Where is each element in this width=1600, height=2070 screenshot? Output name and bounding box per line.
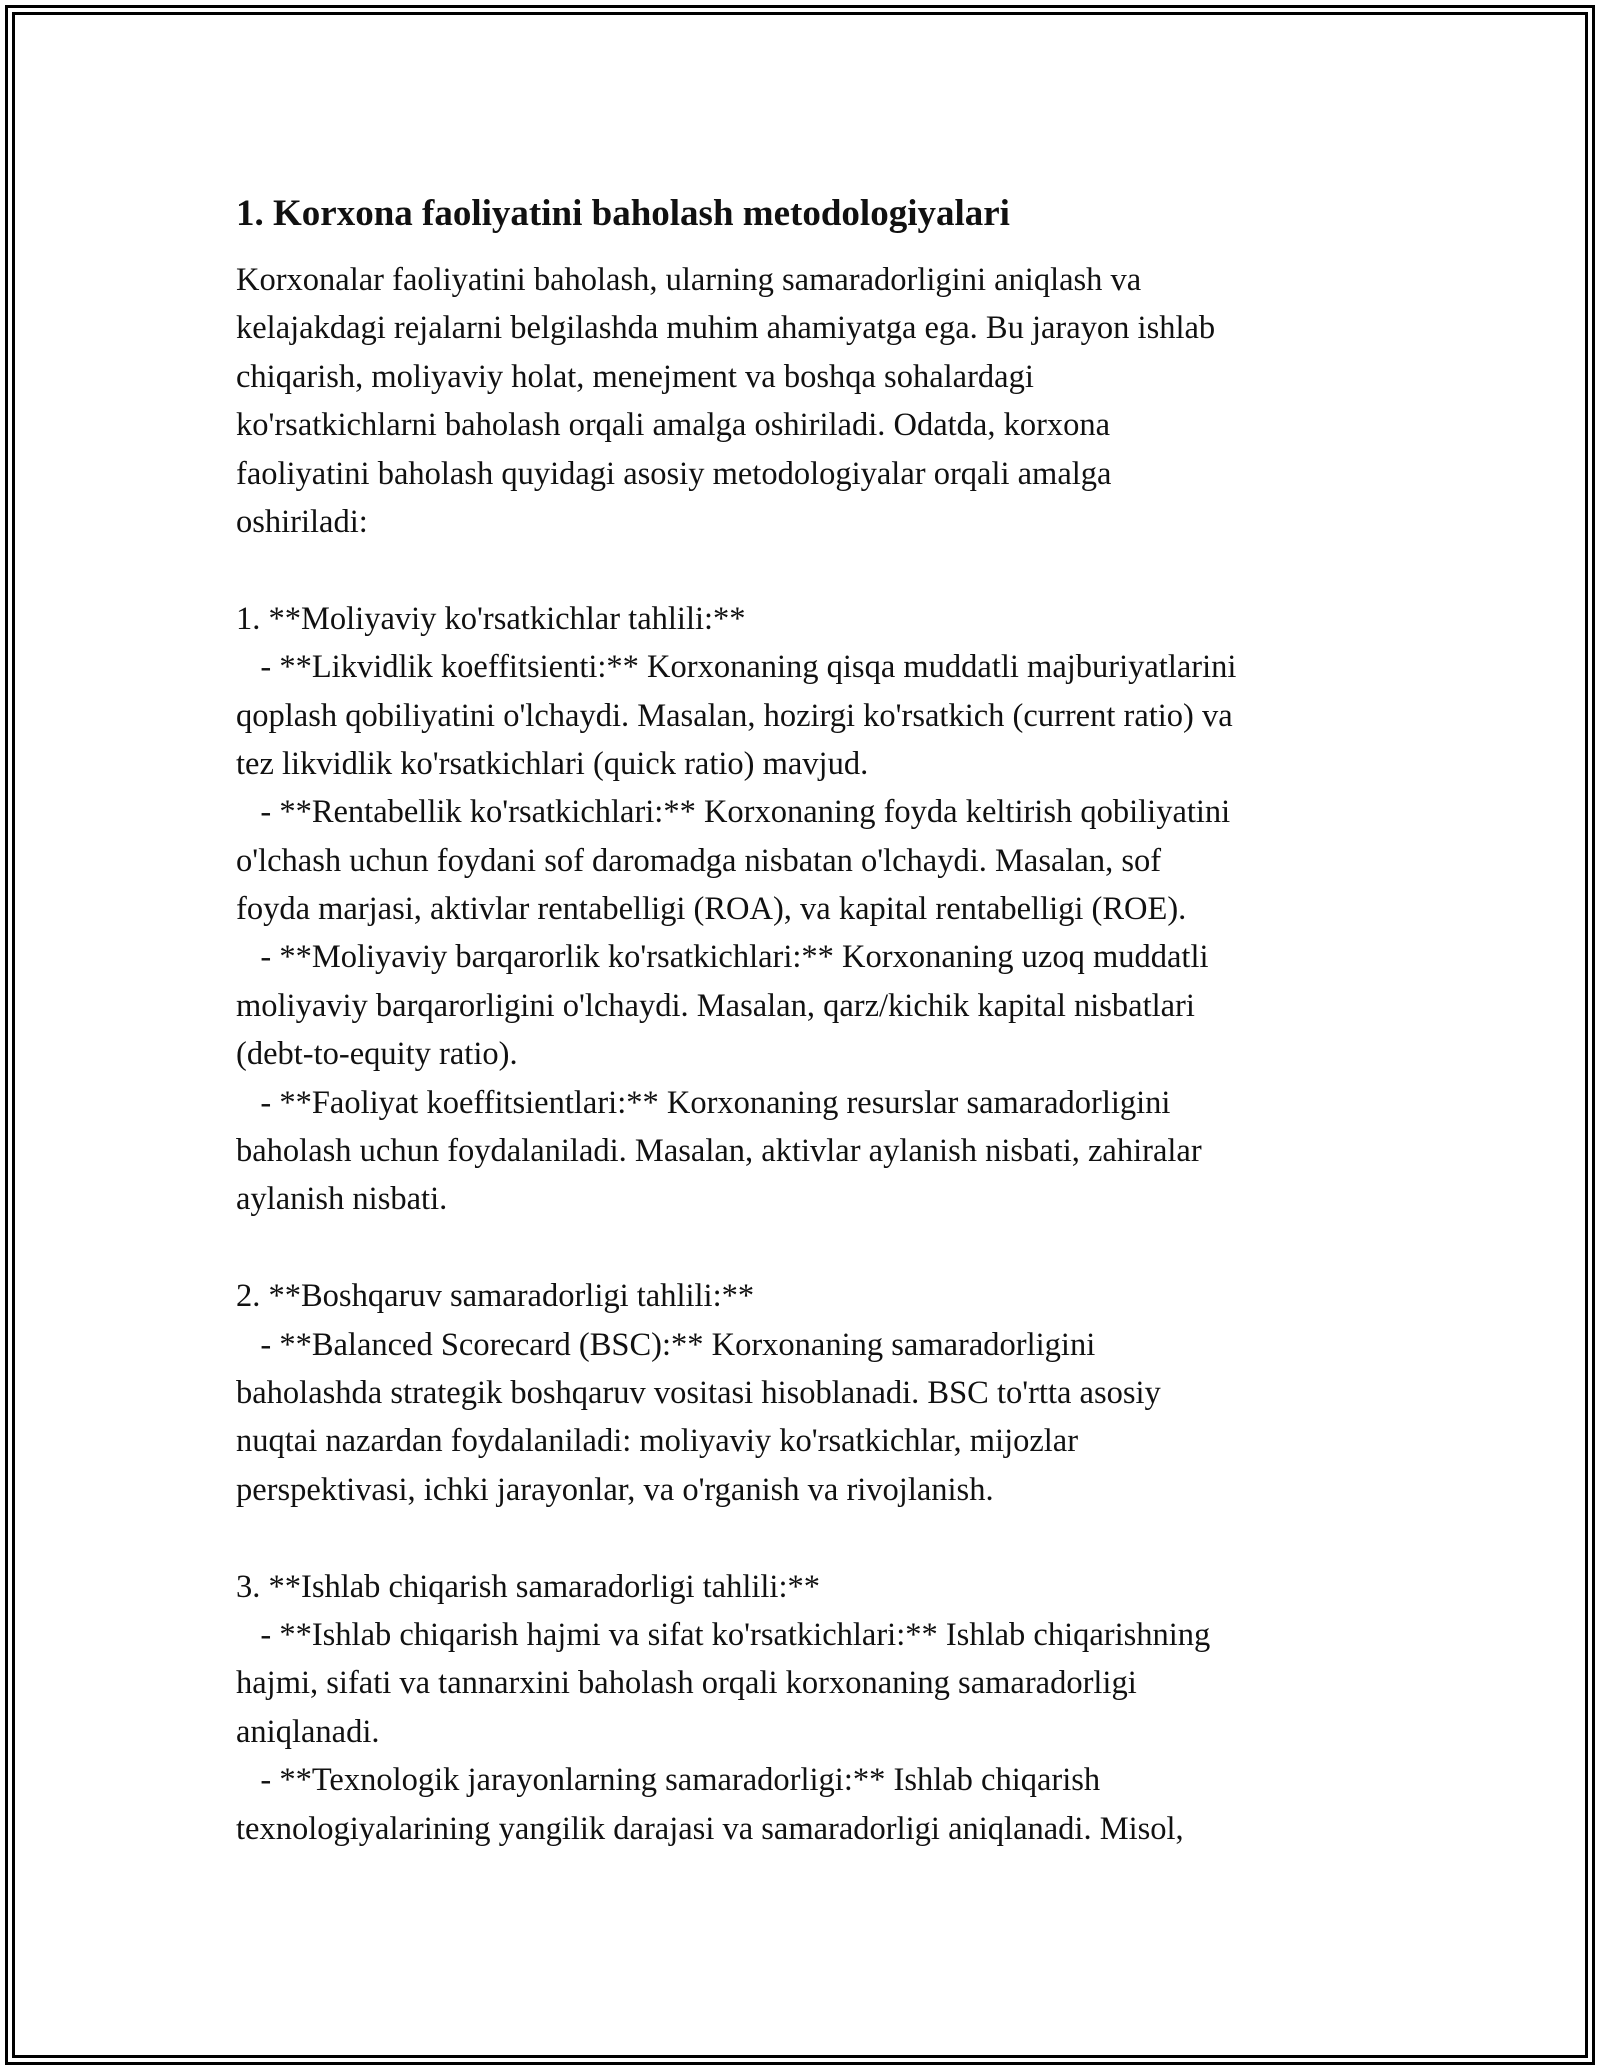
text-line: 2. **Boshqaruv samaradorligi tahlili:** [236, 1278, 755, 1315]
text-line: texnologiyalarining yangilik darajasi va samaradorligi aniqlanadi. Misol, [236, 1810, 1184, 1847]
text-line: kelajakdagi rejalarni belgilashda muhim ahamiyatga ega. Bu jarayon ishlab [236, 310, 1216, 347]
body-text [236, 256, 1376, 1853]
blank-line [236, 1514, 1376, 1562]
text-line: - **Rentabellik ko'rsatkichlari:** Korxonaning foyda keltirish qobiliyatini [236, 794, 1231, 831]
text-line: perspektivasi, ichki jarayonlar, va o'rganish va rivojlanish. [236, 1471, 994, 1508]
text-line: aylanish nisbati. [236, 1181, 448, 1218]
text-line: - **Texnologik jarayonlarning samaradorligi:** Ishlab chiqarish [236, 1762, 1101, 1799]
text-line: 3. **Ishlab chiqarish samaradorligi tahlili:** [236, 1568, 820, 1605]
section-heading: 1. Korxona faoliyatini baholash metodologiyalari [236, 193, 1010, 234]
blank-line [236, 1224, 1376, 1272]
text-line: - **Faoliyat koeffitsientlari:** Korxonaning resurslar samaradorligini [236, 1084, 1171, 1121]
text-line: (debt-to-equity ratio). [236, 1036, 518, 1073]
text-line: nuqtai nazardan foydalaniladi: moliyaviy ko'rsatkichlar, mijozlar [236, 1423, 1079, 1460]
text-line: ko'rsatkichlarni baholash orqali amalga oshiriladi. Odatda, korxona [236, 407, 1111, 444]
text-line: - **Moliyaviy barqarorlik ko'rsatkichlari:** Korxonaning uzoq muddatli [236, 939, 1209, 976]
text-line: aniqlanadi. [236, 1713, 380, 1750]
text-line: o'lchash uchun foydani sof daromadga nisbatan o'lchaydi. Masalan, sof [236, 842, 1162, 879]
text-line: chiqarish, moliyaviy holat, menejment va boshqa sohalardagi [236, 358, 1034, 395]
text-line: - **Likvidlik koeffitsienti:** Korxonaning qisqa muddatli majburiyatlarini [236, 649, 1237, 686]
text-line: 1. **Moliyaviy ko'rsatkichlar tahlili:** [236, 600, 746, 637]
text-line: hajmi, sifati va tannarxini baholash orqali korxonaning samaradorligi [236, 1665, 1137, 1702]
text-line: faoliyatini baholash quyidagi asosiy metodologiyalar orqali amalga [236, 455, 1112, 492]
text-line: baholash uchun foydalaniladi. Masalan, aktivlar aylanish nisbati, zahiralar [236, 1133, 1202, 1170]
text-line: foyda marjasi, aktivlar rentabelligi (ROA), va kapital rentabelligi (ROE). [236, 891, 1187, 928]
text-line: - **Ishlab chiqarish hajmi va sifat ko'rsatkichlari:** Ishlab chiqarishning [236, 1616, 1211, 1653]
document-body [236, 186, 1376, 1853]
text-line: qoplash qobiliyatini o'lchaydi. Masalan, hozirgi ko'rsatkich (current ratio) va [236, 697, 1233, 734]
text-line: baholashda strategik boshqaruv vositasi hisoblanadi. BSC to'rtta asosiy [236, 1374, 1161, 1411]
text-line: tez likvidlik ko'rsatkichlari (quick ratio) mavjud. [236, 745, 869, 782]
text-line: moliyaviy barqarorligini o'lchaydi. Masalan, qarz/kichik kapital nisbatlari [236, 987, 1195, 1024]
text-line: - **Balanced Scorecard (BSC):** Korxonaning samaradorligini [236, 1326, 1096, 1363]
text-line: oshiriladi: [236, 503, 368, 540]
text-line: Korxonalar faoliyatini baholash, ularning samaradorligini aniqlash va [236, 262, 1142, 298]
blank-line [236, 546, 1376, 594]
